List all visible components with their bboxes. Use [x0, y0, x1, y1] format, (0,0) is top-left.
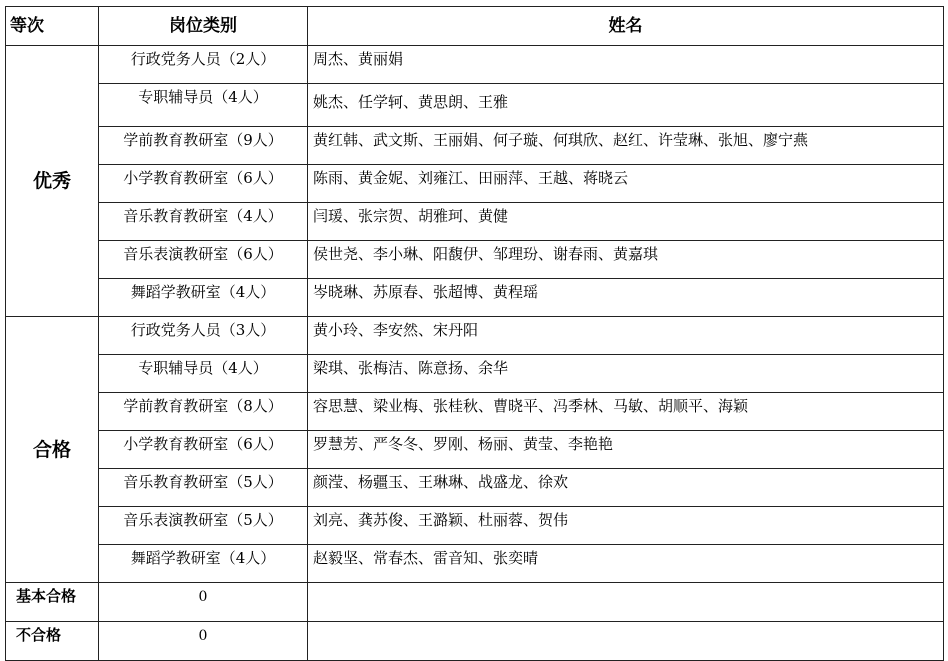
header-names: 姓名	[308, 7, 944, 46]
names-cell: 侯世尧、李小琳、阳馥伊、邹理玢、谢春雨、黄嘉琪	[308, 241, 944, 279]
table-row	[6, 46, 944, 84]
results-table-wrapper	[5, 6, 943, 661]
grade-fail: 不合格	[6, 622, 99, 661]
position-cell: 小学教育教研室（6人）	[99, 431, 308, 469]
names-cell: 周杰、黄丽娟	[308, 46, 944, 84]
table-row	[6, 545, 944, 583]
names-cell	[308, 622, 944, 661]
names-cell: 闫瑗、张宗贺、胡雅珂、黄健	[308, 203, 944, 241]
names-cell: 岑晓琳、苏原春、张超博、黄程瑶	[308, 279, 944, 317]
names-cell: 赵毅坚、常春杰、雷音知、张奕晴	[308, 545, 944, 583]
count-cell: 0	[99, 622, 308, 661]
grade-excellent: 优秀	[6, 46, 99, 317]
table-row	[6, 583, 944, 622]
table-row	[6, 279, 944, 317]
names-cell: 刘亮、龚苏俊、王潞颖、杜丽蓉、贺伟	[308, 507, 944, 545]
table-row	[6, 317, 944, 355]
names-cell: 陈雨、黄金妮、刘雍江、田丽萍、王越、蒋晓云	[308, 165, 944, 203]
position-cell: 音乐表演教研室（6人）	[99, 241, 308, 279]
count-cell: 0	[99, 583, 308, 622]
grade-basic-pass: 基本合格	[6, 583, 99, 622]
position-cell: 行政党务人员（3人）	[99, 317, 308, 355]
names-cell: 容思慧、梁业梅、张桂秋、曹晓平、冯季林、马敏、胡顺平、海颖	[308, 393, 944, 431]
position-cell: 小学教育教研室（6人）	[99, 165, 308, 203]
names-cell	[308, 583, 944, 622]
table-row	[6, 241, 944, 279]
table-row	[6, 393, 944, 431]
names-cell: 姚杰、任学轲、黄思朗、王雅	[308, 84, 944, 127]
position-cell: 行政党务人员（2人）	[99, 46, 308, 84]
table-row	[6, 84, 944, 127]
names-cell: 黄小玲、李安然、宋丹阳	[308, 317, 944, 355]
table-row	[6, 469, 944, 507]
header-row	[6, 7, 944, 46]
grade-pass: 合格	[6, 317, 99, 583]
header-grade: 等次	[6, 7, 99, 46]
position-cell: 舞蹈学教研室（4人）	[99, 545, 308, 583]
names-cell: 梁琪、张梅洁、陈意扬、余华	[308, 355, 944, 393]
table-row	[6, 127, 944, 165]
header-position: 岗位类别	[99, 7, 308, 46]
table-row	[6, 203, 944, 241]
results-table	[5, 6, 944, 661]
names-cell: 罗慧芳、严冬冬、罗刚、杨丽、黄莹、李艳艳	[308, 431, 944, 469]
table-row	[6, 507, 944, 545]
table-row	[6, 431, 944, 469]
position-cell: 舞蹈学教研室（4人）	[99, 279, 308, 317]
position-cell: 学前教育教研室（9人）	[99, 127, 308, 165]
names-cell: 颜滢、杨疆玉、王琳琳、战盛龙、徐欢	[308, 469, 944, 507]
position-cell: 音乐教育教研室（4人）	[99, 203, 308, 241]
names-cell: 黄红韩、武文斯、王丽娟、何子璇、何琪欣、赵红、许莹琳、张旭、廖宁燕	[308, 127, 944, 165]
table-row	[6, 165, 944, 203]
table-row	[6, 622, 944, 661]
table-row	[6, 355, 944, 393]
position-cell: 音乐教育教研室（5人）	[99, 469, 308, 507]
position-cell: 学前教育教研室（8人）	[99, 393, 308, 431]
position-cell: 专职辅导员（4人）	[99, 84, 308, 127]
position-cell: 音乐表演教研室（5人）	[99, 507, 308, 545]
position-cell: 专职辅导员（4人）	[99, 355, 308, 393]
